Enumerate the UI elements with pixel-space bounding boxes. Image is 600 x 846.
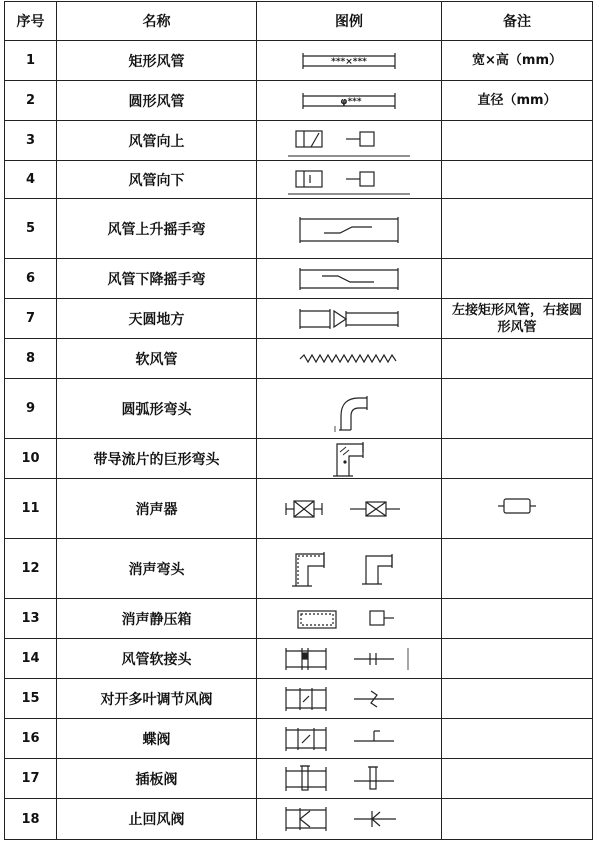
table-row — [5, 259, 593, 299]
table-row — [5, 639, 593, 679]
row-note — [442, 439, 593, 479]
vaned-elbow-symbol — [257, 439, 442, 479]
row-number: 2 — [5, 81, 57, 121]
row-name: 圆弧形弯头 — [57, 379, 257, 439]
row-number: 18 — [5, 799, 57, 840]
row-number: 11 — [5, 479, 57, 539]
row-name: 风管向上 — [57, 121, 257, 161]
silencer-symbol — [257, 479, 442, 539]
table-row — [5, 81, 593, 121]
header-name: 名称 — [57, 2, 257, 41]
header-row — [5, 2, 593, 41]
table-row — [5, 539, 593, 599]
radius-elbow-symbol — [257, 379, 442, 439]
rising-offset-symbol — [257, 199, 442, 259]
flexible-connector-symbol — [257, 639, 442, 679]
row-name: 消声静压箱 — [57, 599, 257, 639]
row-note — [442, 199, 593, 259]
row-number: 3 — [5, 121, 57, 161]
row-note — [442, 679, 593, 719]
row-note — [442, 799, 593, 840]
plenum-box-symbol — [257, 599, 442, 639]
table-row — [5, 679, 593, 719]
row-name: 消声器 — [57, 479, 257, 539]
row-name: 蝶阀 — [57, 719, 257, 759]
legend-table — [4, 1, 593, 840]
row-name: 消声弯头 — [57, 539, 257, 599]
silencer-note-symbol — [442, 479, 593, 539]
row-note — [442, 759, 593, 799]
table-row — [5, 121, 593, 161]
table-row — [5, 599, 593, 639]
table-row — [5, 41, 593, 81]
row-number: 7 — [5, 299, 57, 339]
rect-duct-symbol — [257, 41, 442, 81]
row-name: 风管下降摇手弯 — [57, 259, 257, 299]
header-no: 序号 — [5, 2, 57, 41]
row-name: 风管软接头 — [57, 639, 257, 679]
table-row — [5, 479, 593, 539]
row-name: 带导流片的巨形弯头 — [57, 439, 257, 479]
table-row — [5, 719, 593, 759]
row-note — [442, 121, 593, 161]
row-note — [442, 379, 593, 439]
row-number: 10 — [5, 439, 57, 479]
row-note: 宽×高（mm） — [442, 41, 593, 81]
row-number: 8 — [5, 339, 57, 379]
row-note — [442, 539, 593, 599]
table-row — [5, 439, 593, 479]
row-name: 对开多叶调节风阀 — [57, 679, 257, 719]
table-row — [5, 799, 593, 840]
butterfly-valve-symbol — [257, 719, 442, 759]
row-number: 5 — [5, 199, 57, 259]
row-name: 风管向下 — [57, 161, 257, 199]
rect-duct-dimension: ***×*** — [331, 56, 367, 67]
row-name: 圆形风管 — [57, 81, 257, 121]
table-row — [5, 161, 593, 199]
row-name: 天圆地方 — [57, 299, 257, 339]
duct-down-symbol — [257, 161, 442, 199]
row-note — [442, 161, 593, 199]
row-number: 16 — [5, 719, 57, 759]
row-number: 14 — [5, 639, 57, 679]
row-name: 风管上升摇手弯 — [57, 199, 257, 259]
table-row — [5, 299, 593, 339]
row-number: 9 — [5, 379, 57, 439]
row-note — [442, 719, 593, 759]
table-row — [5, 199, 593, 259]
row-name: 止回风阀 — [57, 799, 257, 840]
round-duct-diameter: φ*** — [340, 96, 362, 107]
duct-up-symbol — [257, 121, 442, 161]
row-note: 直径（mm） — [442, 81, 593, 121]
multi-blade-damper-symbol — [257, 679, 442, 719]
row-name: 插板阀 — [57, 759, 257, 799]
flexible-duct-symbol — [257, 339, 442, 379]
square-to-round-symbol — [257, 299, 442, 339]
row-number: 1 — [5, 41, 57, 81]
slide-gate-valve-symbol — [257, 759, 442, 799]
row-note — [442, 259, 593, 299]
row-number: 13 — [5, 599, 57, 639]
row-number: 17 — [5, 759, 57, 799]
silencer-elbow-symbol — [257, 539, 442, 599]
row-name: 软风管 — [57, 339, 257, 379]
table-row — [5, 379, 593, 439]
table-row — [5, 339, 593, 379]
row-name: 矩形风管 — [57, 41, 257, 81]
row-note — [442, 639, 593, 679]
round-duct-symbol — [257, 81, 442, 121]
row-number: 12 — [5, 539, 57, 599]
row-note — [442, 599, 593, 639]
row-number: 4 — [5, 161, 57, 199]
check-damper-symbol — [257, 799, 442, 840]
header-note: 备注 — [442, 2, 593, 41]
row-note: 左接矩形风管，右接圆形风管 — [451, 302, 582, 335]
row-number: 6 — [5, 259, 57, 299]
header-figure: 图例 — [257, 2, 442, 41]
row-note — [442, 339, 593, 379]
table-row — [5, 759, 593, 799]
row-number: 15 — [5, 679, 57, 719]
falling-offset-symbol — [257, 259, 442, 299]
